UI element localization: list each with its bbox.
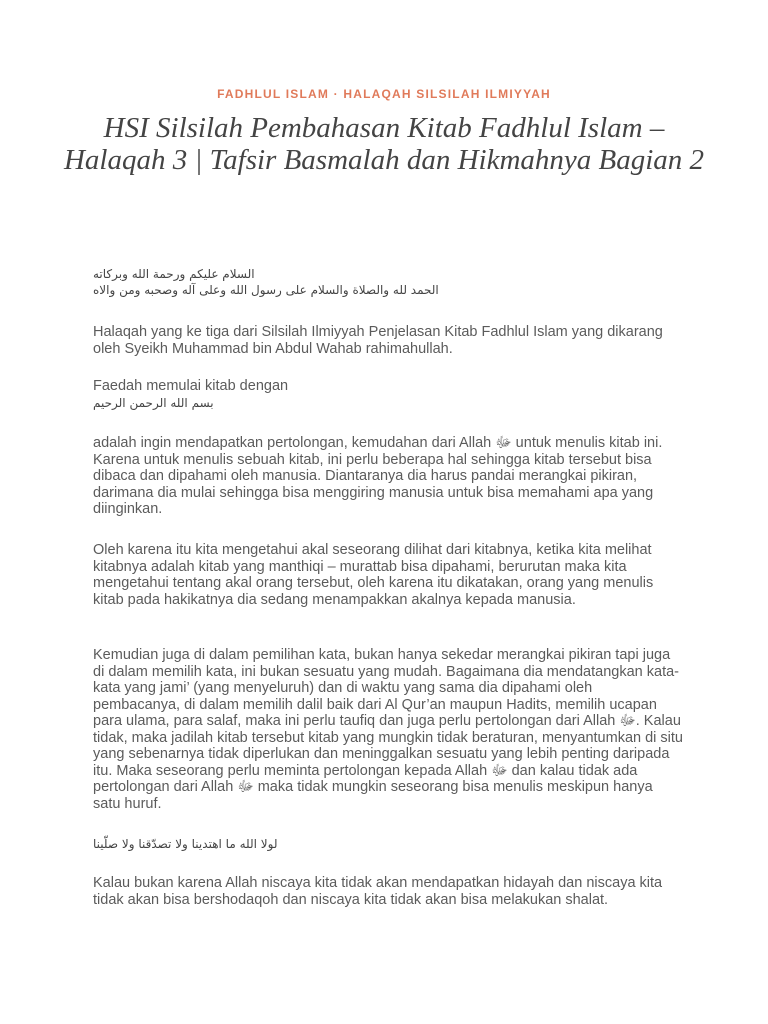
paragraph-4: Kalau bukan karena Allah niscaya kita tidak akan mendapatkan hidayah dan niscaya kita tidak akan bisa bershodaqoh dan niscaya kita tidak akan bisa melakukan shalat. [93, 875, 663, 908]
faedah-label: Faedah memulai kitab dengan [93, 378, 289, 394]
greeting-block [93, 266, 683, 298]
faedah-block [93, 378, 683, 411]
basmalah-text: بسم الله الرحمن الرحيم [93, 395, 214, 410]
greeting-hamdalah: الحمد لله والصلاة والسلام على رسول الله وعلى آله وصحبه ومن والاه [93, 283, 439, 297]
greeting-salam: السلام عليكم ورحمة الله وبركاته [93, 267, 255, 281]
arabic-quote: لولا الله ما اهتدينا ولا تصدّقنا ولا صلّينا [93, 837, 278, 851]
article-title: HSI Silsilah Pembahasan Kitab Fadhlul Islam – Halaqah 3 | Tafsir Basmalah dan Hikmahnya Bagian 2 [63, 112, 705, 176]
paragraph-2: Oleh karena itu kita mengetahui akal seseorang dilihat dari kitabnya, ketika kita melihat kitabnya adalah kitab yang manthiqi – murattab bisa dipahami, berurutan maka kita mengetahui tentang akal orang tersebut, oleh karena itu dikatakan, orang yang menulis kitab pada hakikatnya dia sedang menampakkan akalnya kepada manusia. [93, 542, 654, 608]
intro-paragraph: Halaqah yang ke tiga dari Silsilah Ilmiyyah Penjelasan Kitab Fadhlul Islam yang dikarang oleh Syeikh Muhammad bin Abdul Wahab rahimahullah. [93, 324, 663, 357]
paragraph-3: Kemudian juga di dalam pemilihan kata, bukan hanya sekedar merangkai pikiran tapi juga di dalam memilih kata, ini bukan sesuatu yang mudah. Bagaimana dia mendatangkan kata-kata yang jami’ (yang menyeluruh) dan di waktu yang sama dia dipahami oleh pembacanya, di dalam memilih dalil baik dari Al Qur’an maupun Hadits, memilih ucapan para ulama, para salaf, maka ini perlu taufiq dan juga perlu pertolongan dari Allah ﷻ. Kalau tidak, maka jadilah kitab tersebut kitab yang mungkin tidak beraturan, menyantumkan di situ yang sebenarnya tidak diperlukan dan meninggalkan sesuatu yang lebih penting daripada itu. Maka seseorang perlu meminta pertolongan kepada Allah ﷻ dan kalau tidak ada pertolongan dari Allah ﷻ maka tidak mungkin seseorang bisa menulis meskipun hanya satu huruf. [93, 647, 683, 812]
paragraph-1: adalah ingin mendapatkan pertolongan, kemudahan dari Allah ﷻ untuk menulis kitab ini. Karena untuk menulis sebuah kitab, ini perlu beberapa hal sehingga kitab tersebut bisa dibaca dan dipahami oleh manusia. Diantaranya dia harus pandai merangkai pikiran, darimana dia mulai sehingga bisa menggiring manusia untuk bisa memahami apa yang diinginkan. [93, 435, 663, 517]
category-label[interactable]: FADHLUL ISLAM · HALAQAH SILSILAH ILMIYYAH [217, 87, 551, 101]
